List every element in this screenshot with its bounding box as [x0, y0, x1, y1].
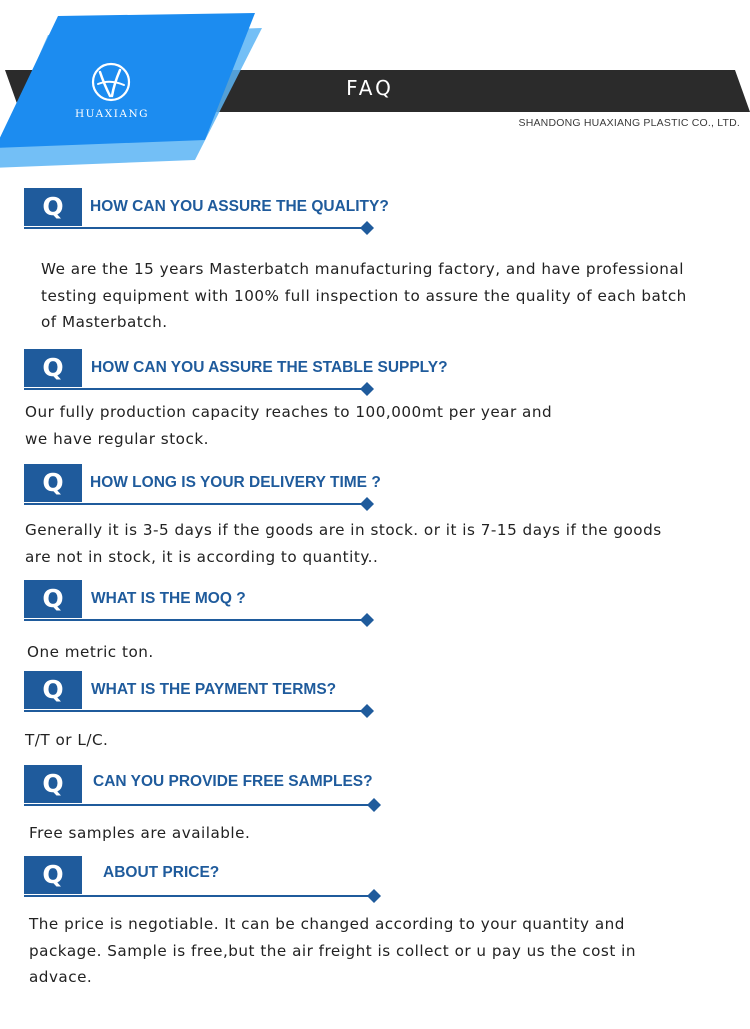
- company-name: SHANDONG HUAXIANG PLASTIC CO., LTD.: [518, 117, 740, 129]
- q-badge: Q: [24, 464, 82, 502]
- logo-backdrop: [0, 13, 255, 148]
- q-badge: Q: [24, 349, 82, 387]
- answer-text: [29, 911, 636, 991]
- answer-line: advace.: [29, 968, 93, 986]
- answer-line: package. Sample is free,but the air freight is collect or u pay us the cost in: [29, 941, 636, 960]
- answer-line: We are the 15 years Masterbatch manufacturing factory, and have professional: [41, 260, 684, 278]
- answer-line: of Masterbatch.: [41, 313, 168, 331]
- answer-line: T/T or L/C.: [25, 731, 109, 749]
- page-title: FAQ: [346, 76, 394, 100]
- faq-question-samples: [24, 762, 384, 812]
- answer-line: Free samples are available.: [29, 824, 251, 842]
- answer-text: [27, 639, 154, 666]
- diamond-icon: [360, 221, 374, 235]
- q-badge: Q: [24, 765, 82, 803]
- question-text: HOW CAN YOU ASSURE THE QUALITY?: [90, 198, 389, 215]
- answer-line: One metric ton.: [27, 643, 154, 661]
- answer-text: [25, 517, 662, 570]
- q-badge: Q: [24, 188, 82, 226]
- question-text: HOW CAN YOU ASSURE THE STABLE SUPPLY?: [91, 359, 448, 376]
- faq-question-quality: [24, 185, 389, 235]
- q-badge: Q: [24, 580, 82, 618]
- diamond-icon: [360, 497, 374, 511]
- diamond-icon: [360, 382, 374, 396]
- answer-text: [41, 256, 687, 336]
- diamond-icon: [360, 613, 374, 627]
- question-text: CAN YOU PROVIDE FREE SAMPLES?: [93, 773, 373, 790]
- diamond-icon: [367, 798, 381, 812]
- answer-line: are not in stock, it is according to quantity..: [25, 547, 379, 566]
- faq-question-delivery: [24, 461, 384, 511]
- question-text: WHAT IS THE MOQ ?: [91, 590, 246, 607]
- answer-text: [25, 399, 552, 452]
- brand-name: HUAXIANG: [74, 108, 150, 120]
- answer-line: testing equipment with 100% full inspection to assure the quality of each batch: [41, 286, 687, 305]
- diamond-icon: [367, 889, 381, 903]
- answer-line: Generally it is 3-5 days if the goods are in stock. or it is 7-15 days if the goods: [25, 521, 662, 539]
- question-text: HOW LONG IS YOUR DELIVERY TIME ?: [90, 474, 381, 491]
- page-header: [0, 0, 750, 190]
- question-text: WHAT IS THE PAYMENT TERMS?: [91, 681, 337, 698]
- answer-line: The price is negotiable. It can be changed according to your quantity and: [29, 915, 625, 933]
- faq-question-payment: [24, 668, 384, 718]
- diamond-icon: [360, 704, 374, 718]
- faq-question-supply: [24, 346, 448, 396]
- faq-question-moq: [24, 577, 384, 627]
- q-badge: Q: [24, 856, 82, 894]
- answer-line: we have regular stock.: [25, 429, 209, 448]
- answer-text: [25, 727, 108, 754]
- question-text: ABOUT PRICE?: [103, 864, 220, 881]
- answer-line: Our fully production capacity reaches to 100,000mt per year and: [25, 403, 553, 421]
- q-badge: Q: [24, 671, 82, 709]
- answer-text: [29, 820, 250, 847]
- faq-question-price: [24, 853, 384, 903]
